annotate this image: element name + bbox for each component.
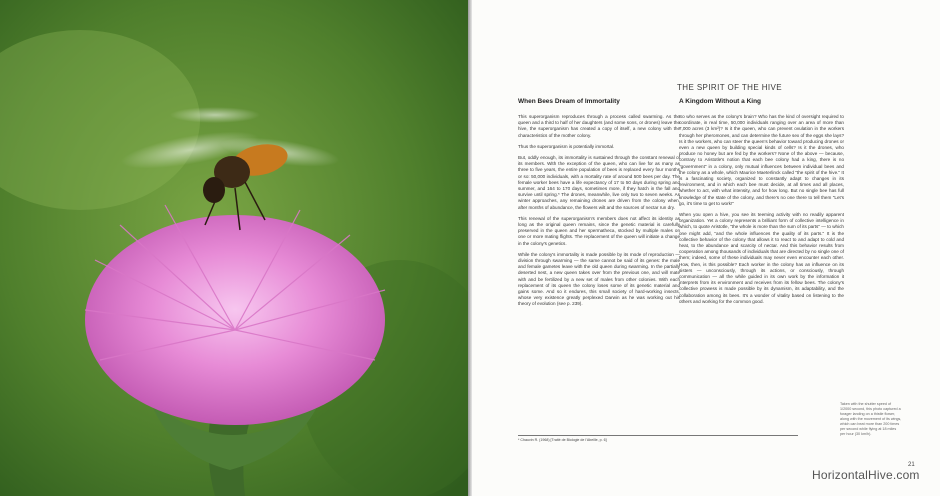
paragraph: Thus the superorganism is potentially immortal. — [518, 143, 615, 149]
photo-caption: Taken with the shutter speed of 1/2000 second, this photo captured a forager landing on a thistle flower, along with the movement of its wings, which can beat more than 200 times per second while flying at 18 miles per hour (30 km/h). — [840, 402, 902, 436]
right-column — [679, 98, 844, 310]
footnote: * Chauvin R. (1968) [Traité de Biologie de l'Abeille, p. 6] — [518, 438, 607, 442]
left-column — [518, 98, 680, 313]
paragraph: While the colony's immortality is made possible by its mode of reproduction — division through swarming — the same cannot be said of its genes: the male and female gametes leave with the old queen during swarming. In the partially deserted nest, a new queen takes over from the previous one, and will mate with and be fertilized by a new set of males from other colonies. With each replacement of its queen the colony loses some of its genetic material and gains some. And so it endures, this small society of hard-working insects, whose very existence greatly perplexed Darwin as he was working out his theory of evolution (see p. 239). — [518, 251, 680, 307]
paragraph: So who serves as the colony's brain? Who has the kind of oversight required to coordinate, in real time, 50,000 individuals ranging over an area of more than 7,000 acres (3 km²)? Is it the queen, who can prevent ovulation in the workers through her pheromones, and can determine the future sex of the eggs she lays? Is it the workers, who can steer the queen's behavior toward producing drones or even a new queen by building special kinds of cells? Is it the drones, who produce no honey but are fed by the workers? None of the above — because, contrary to Aristotle's notion that each bee colony had a king, there is no "government" in a colony, only mutual influences between individual bees and the colony as a whole, which Maurice Maeterlinck called "the spirit of the hive." It is a fascinating society, organized to constantly adapt to changes in its environment, and in which each bee must decide, at all times and all places, whether to act, with what intensity, and for how long. But no single bee has full knowledge of the state of the colony, and there's no one there to tell them "Let's go, it's time to get to work!" — [679, 114, 844, 206]
right-column-body — [679, 114, 844, 305]
paragraph: But, oddly enough, its immortality is sustained through the constant renewal of its members. With the exception of the queen, who can live for as many as three to five years, the entire population of bees is replaced every four months or so: 50,000 individuals, with a mortality rate of around 500 bees per day. The female worker bees have a life expectancy of 17 to 50 days during spring and summer, and 164 to 170 days, sometimes more, if they hatch in the fall and survive until spring.* The drones, meanwhile, live only two to seven weeks. As winter approaches, any remaining drones are driven from the colony when, after months of abundance, the flowers wilt and the sources of nectar run dry. — [518, 155, 680, 210]
text-page — [472, 0, 940, 496]
photo-illustration — [0, 0, 468, 496]
footnote-divider — [518, 435, 798, 436]
paragraph: When you open a hive, you see its teeming activity with no readily apparent organization. Yet a colony represents a brilliant form of collective intelligence in which, to quote Aristotle, "the whole is more than the sum of its parts" — to which one might add, "and the whole influences the quality of its parts." It is the collective behavior of the colony that allows it to react to and adapt to cold and heat, to the abundance and scarcity of nectar. And this behavior results from cooperation among thousands of individuals that are directed by no single one of them; indeed, some of these individuals may never even encounter each other. How, then, is this possible? Each worker in the colony has an influence on its sisters — unconsciously, through its actions, or consciously, through communication — all the while guided in its own work by the information it interprets from its environment and receives from its fellow bees. The colony's collective prowess is made possible by its dynamism, its adaptability, and the collaboration among its bees. It's a wonder of vitality based on listening to the others and working for the common good. — [679, 212, 844, 304]
right-column-heading: A Kingdom Without a King — [679, 98, 762, 105]
paragraph: This renewal of the superorganism's members does not affect its identity as long as the original queen remains, since the genetic material is carefully preserved in the queen and her spermatheca, stocked by multiple males on one or more mating flights. The replacement of the queen will initiate a change in the colony's genetics. — [518, 215, 680, 246]
paragraph: This superorganism reproduces through a process called swarming. As the queen and a third to half of her daughters (and some sons, or drones) leave the hive, the superorganism has created a copy of itself, a new colony with the characteristics of the mother colony. — [518, 114, 680, 138]
site-watermark[interactable]: HorizontalHive.com — [812, 468, 920, 482]
page-number: 21 — [908, 462, 915, 468]
bee-on-thistle-photo — [0, 0, 468, 496]
section-title: THE SPIRIT OF THE HIVE — [677, 83, 782, 92]
left-column-body — [518, 114, 680, 308]
left-column-heading: When Bees Dream of Immortality — [518, 98, 620, 105]
